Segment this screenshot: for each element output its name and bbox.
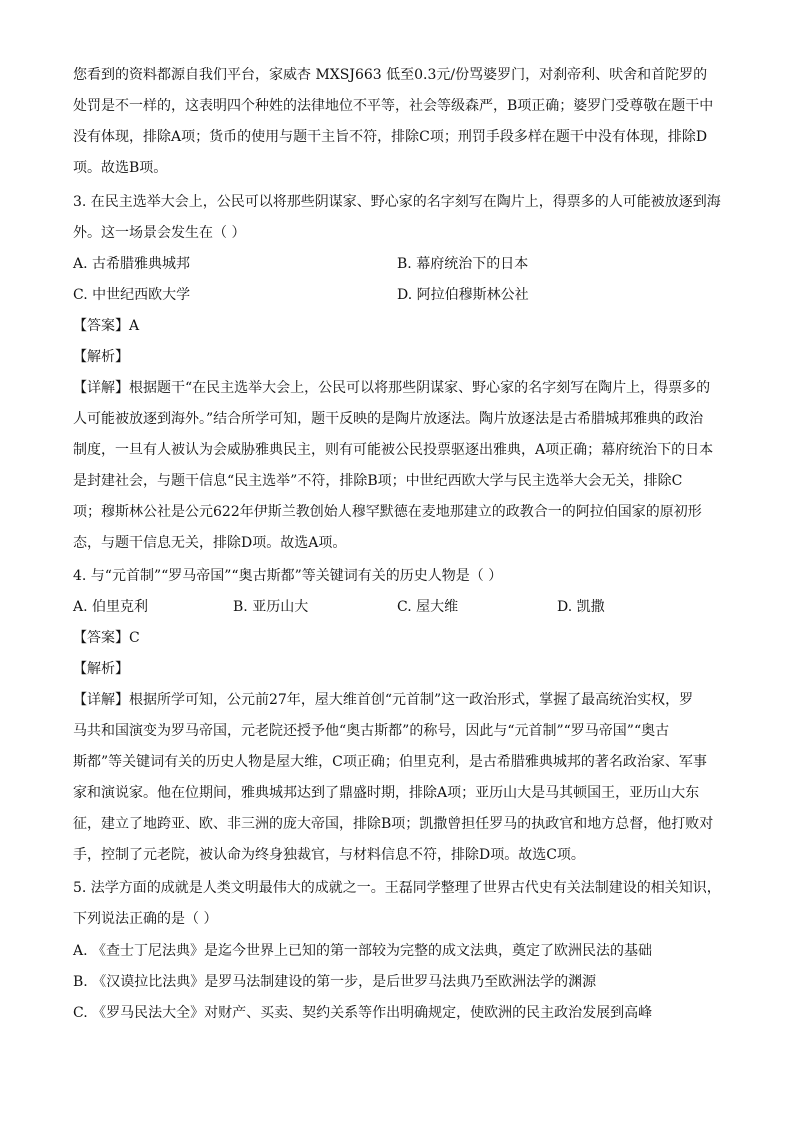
detail-line: 【详解】根据题干“在民主选举大会上，公民可以将那些阴谋家、野心家的名字刻写在陶片上，得票多的 (73, 380, 711, 396)
option-a: A. 古希腊雅典城邦 (73, 256, 191, 272)
option-d: D. 凯撒 (557, 599, 605, 615)
question-stem-line: 3. 在民主选举大会上，公民可以将那些阴谋家、野心家的名字刻写在陶片上，得票多的人可能被放逐到海 (73, 194, 721, 210)
option-c: C. 《罗马民法大全》对财产、买卖、契约关系等作出明确规定，使欧洲的民主政治发展到高峰 (73, 1005, 653, 1021)
intro-line: 项。故选B项。 (73, 160, 168, 176)
option-b: B. 亚历山大 (233, 599, 309, 615)
detail-line: 征，建立了地跨亚、欧、非三洲的庞大帝国，排除B项；凯撒曾担任罗马的执政官和地方总督，他打败对 (73, 816, 714, 832)
intro-line: 处罚是不一样的，这表明四个种姓的法律地位不平等，社会等级森严，B项正确；婆罗门受尊敬在题干中 (73, 98, 714, 114)
detail-line: 人可能被放逐到海外。”结合所学可知，题干反映的是陶片放逐法。陶片放逐法是古希腊城邦雅典的政治 (73, 411, 704, 427)
detail-line: 项；穆斯林公社是公元622年伊斯兰教创始人穆罕默德在麦地那建立的政教合一的阿拉伯国家的原初形 (73, 504, 702, 520)
question-stem-line: 下列说法正确的是（ ） (73, 911, 218, 927)
question-stem-line: 外。这一场景会发生在（ ） (73, 225, 246, 241)
analysis-heading: 【解析】 (73, 661, 129, 677)
detail-line: 制度，一旦有人被认为会威胁雅典民主，则有可能被公民投票驱逐出雅典，A项正确；幕府统治下的日本 (73, 442, 714, 458)
detail-line: 马共和国演变为罗马帝国，元老院还授予他“奥古斯都”的称号，因此与“元首制”“罗马帝国”“奥古 (73, 723, 670, 739)
analysis-heading: 【解析】 (73, 349, 129, 365)
detail-line: 是封建社会，与题干信息“民主选举”不符，排除B项；中世纪西欧大学与民主选举大会无关，排除C (73, 473, 683, 489)
option-b: B. 幕府统治下的日本 (397, 256, 529, 272)
option-a: A. 《查士丁尼法典》是迄今世界上已知的第一部较为完整的成文法典，奠定了欧洲民法的基础 (73, 943, 653, 959)
answer-line: 【答案】C (73, 630, 140, 646)
intro-line: 您看到的资料都源自我们平台，家威杏 MXSJ663 低至0.3元/份骂婆罗门，对刹帝利、吠舍和首陀罗的 (73, 67, 708, 83)
question-stem-line: 4. 与“元首制”“罗马帝国”“奥古斯都”等关键词有关的历史人物是（ ） (73, 568, 503, 584)
detail-line: 斯都”等关键词有关的历史人物是屋大维，C项正确；伯里克利，是古希腊雅典城邦的著名政治家、军事 (73, 754, 707, 770)
option-c: C. 屋大维 (397, 599, 459, 615)
option-d: D. 阿拉伯穆斯林公社 (397, 287, 529, 303)
detail-line: 手，控制了元老院，被认命为终身独裁官，与材料信息不符，排除D项。故选C项。 (73, 847, 585, 863)
option-b: B. 《汉谟拉比法典》是罗马法制建设的第一步，是后世罗马法典乃至欧洲法学的渊源 (73, 974, 597, 990)
detail-line: 态，与题干信息无关，排除D项。故选A项。 (73, 535, 347, 551)
question-stem-line: 5. 法学方面的成就是人类文明最伟大的成就之一。王磊同学整理了世界古代史有关法制建设的相关知识， (73, 880, 721, 896)
option-a: A. 伯里克利 (73, 599, 149, 615)
answer-line: 【答案】A (73, 318, 140, 334)
detail-line: 【详解】根据所学可知，公元前27年，屋大维首创“元首制”这一政治形式，掌握了最高统治实权，罗 (73, 692, 694, 708)
intro-line: 没有体现，排除A项；货币的使用与题干主旨不符，排除C项；刑罚手段多样在题干中没有体现，排除D (73, 129, 708, 145)
option-c: C. 中世纪西欧大学 (73, 287, 191, 303)
detail-line: 家和演说家。他在位期间，雅典城邦达到了鼎盛时期，排除A项；亚历山大是马其顿国王，亚历山大东 (73, 785, 700, 801)
